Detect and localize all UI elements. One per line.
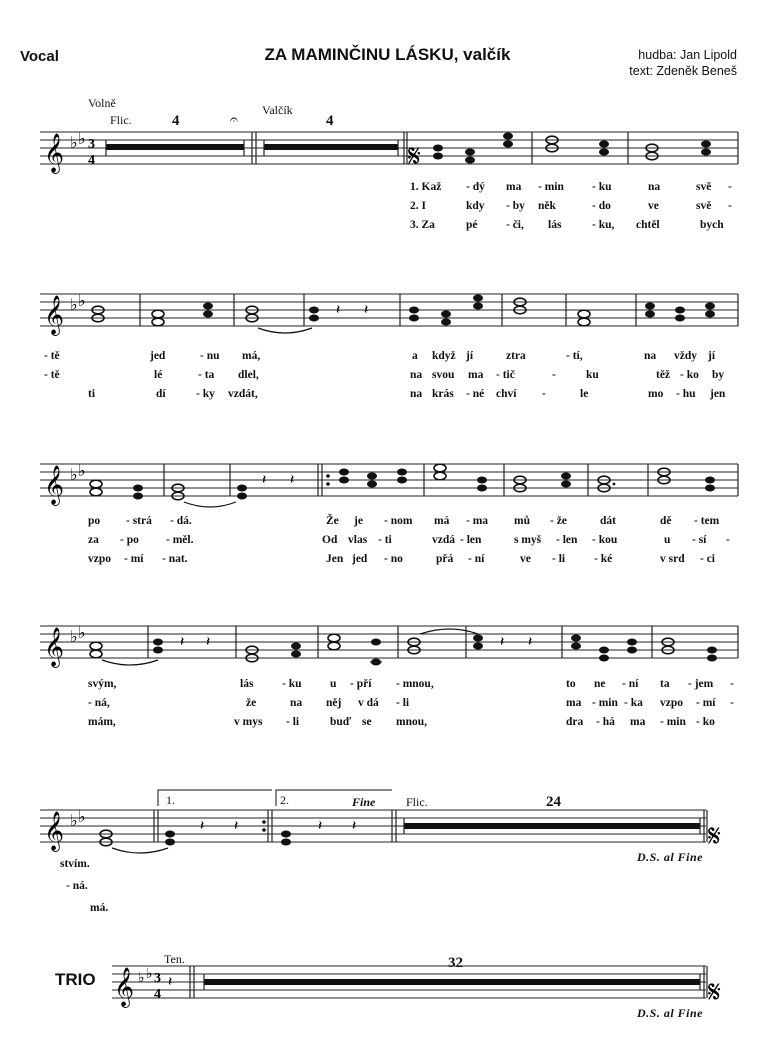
lyric-syllable: - <box>728 181 732 193</box>
lyric-syllable: - že <box>550 515 567 527</box>
treble-clef-icon: 𝄞 <box>44 295 65 335</box>
instrument-cue: Ten. <box>164 952 185 966</box>
svg-text:𝄽: 𝄽 <box>200 818 205 834</box>
lyric-syllable: kdy <box>466 200 485 212</box>
multirest-count: 24 <box>546 794 561 810</box>
lyric-syllable: se <box>362 716 372 728</box>
svg-text:𝄽: 𝄽 <box>234 818 239 834</box>
song-title: ZA MAMINČINU LÁSKU, valčík <box>264 45 511 64</box>
lyric-syllable: chtěl <box>636 219 660 231</box>
lyric-syllable: má <box>434 515 450 527</box>
lyric-syllable: - nu <box>200 350 220 362</box>
lyric-syllable: těž <box>656 369 671 381</box>
lyric-syllable: svým, <box>88 678 117 690</box>
lyric-syllable: - nom <box>384 515 413 527</box>
lyric-syllable: - <box>728 200 732 212</box>
treble-clef-icon: 𝄞 <box>114 967 135 1007</box>
lyric-syllable: vzpo <box>88 553 111 565</box>
lyric-syllable: dě <box>660 515 672 527</box>
lyric-syllable: 1. Kaž <box>410 181 442 193</box>
svg-text:𝄽: 𝄽 <box>180 634 185 650</box>
lyric-syllable: ku <box>586 369 599 381</box>
lyric-syllable: to <box>566 678 576 690</box>
svg-text:𝄽: 𝄽 <box>262 472 267 488</box>
lyric-syllable: Od <box>322 534 338 546</box>
lyric-syllable: - dý <box>466 181 485 193</box>
flat-icon: ♭ <box>70 133 78 152</box>
notes-measure <box>92 294 715 333</box>
lyric-syllable: vzdá <box>432 534 455 546</box>
lyric-syllable: - <box>542 388 546 400</box>
lyric-syllable: - ta <box>198 369 215 381</box>
lyric-syllable: - min <box>660 716 686 728</box>
flat-icon: ♭ <box>138 970 145 986</box>
staff-trio <box>0 960 775 1010</box>
notes-measure <box>100 810 356 853</box>
lyric-syllable: vlas <box>348 534 368 546</box>
lyric-syllable: jed <box>150 350 166 362</box>
lyric-syllable: - min <box>592 697 618 709</box>
quarter-rest-icon: 𝄽 <box>168 974 173 990</box>
lyric-syllable: pé <box>466 219 478 231</box>
trio-label: TRIO <box>55 970 96 989</box>
lyric-syllable: - <box>730 697 734 709</box>
lyric-syllable: le <box>580 388 589 400</box>
lyric-syllable: krás <box>432 388 454 400</box>
lyric-syllable: - mí <box>124 553 144 565</box>
volta-2-label: 2. <box>280 793 289 807</box>
lyric-syllable: ma <box>468 369 484 381</box>
lyric-syllable: s myš <box>514 534 542 546</box>
lyric-syllable: - by <box>506 200 525 212</box>
lyric-syllable: - há <box>596 716 615 728</box>
notes-measure <box>90 464 715 507</box>
svg-text:𝄽: 𝄽 <box>206 634 211 650</box>
lyric-syllable: ti <box>88 388 96 400</box>
lyric-syllable: mám, <box>88 716 116 728</box>
time-signature: 3 <box>154 971 161 986</box>
lyric-syllable: - ka <box>624 697 643 709</box>
lyric-syllable: má, <box>242 350 261 362</box>
lyric-syllable: svou <box>432 369 455 381</box>
lyric-syllable: - ti <box>378 534 392 546</box>
lyric-syllable: že <box>246 697 257 709</box>
lyric-syllable: má. <box>90 902 109 914</box>
lyric-syllable: - ní <box>468 553 485 565</box>
lyric-syllable: buď <box>330 716 352 728</box>
lyric-syllable: vzdát, <box>228 388 258 400</box>
lyric-syllable: - tí, <box>566 350 583 362</box>
lyric-syllable: - ko <box>696 716 715 728</box>
flat-icon: ♭ <box>146 966 153 982</box>
lyric-syllable: - do <box>592 200 611 212</box>
lyric-syllable: - ci <box>700 553 716 565</box>
lyric-syllable: - mí <box>696 697 716 709</box>
lyric-syllable: dát <box>600 515 616 527</box>
flat-icon: ♭ <box>78 291 86 310</box>
lyric-syllable: - sí <box>692 534 707 546</box>
lyric-syllable: - ní <box>622 678 639 690</box>
lyric-syllable: - né <box>466 388 485 400</box>
lyric-syllable: - ku, <box>592 219 615 231</box>
lyric-syllable: - li <box>286 716 300 728</box>
segno-icon: 𝄋 <box>708 975 721 1010</box>
lyric-syllable: svě <box>696 200 712 212</box>
lyric-syllable: chví <box>496 388 517 400</box>
lyric-syllable: - mnou, <box>396 678 434 690</box>
lyric-syllable: něj <box>326 697 342 709</box>
lyric-syllable: - nat. <box>162 553 188 565</box>
lyric-syllable: - ná. <box>66 880 88 892</box>
lyric-syllable: - ky <box>196 388 215 400</box>
lyric-syllable: dí <box>156 388 166 400</box>
notes-measure <box>90 626 717 666</box>
lyric-syllable: - hu <box>676 388 696 400</box>
multirest-count: 4 <box>172 113 180 129</box>
lyric-syllable: vzpo <box>660 697 683 709</box>
time-signature: 4 <box>154 987 161 1002</box>
lyric-syllable: - ná, <box>88 697 110 709</box>
lyric-syllable: lás <box>240 678 254 690</box>
svg-text:𝄽: 𝄽 <box>352 818 357 834</box>
lyric-syllable: dlel, <box>238 369 259 381</box>
lyric-syllable: stvím. <box>60 858 90 870</box>
lyric-syllable: - <box>726 534 730 546</box>
lyric-syllable: v dá <box>358 697 379 709</box>
segno-icon: 𝄋 <box>708 819 721 854</box>
fermata-icon: 𝄐 <box>230 112 238 128</box>
lyric-syllable: je <box>354 515 363 527</box>
lyric-syllable: ma <box>630 716 646 728</box>
lyric-syllable: na <box>410 369 423 381</box>
fine-mark: Fine <box>352 795 376 809</box>
staff-system-4 <box>0 620 775 670</box>
lyric-syllable: jí <box>466 350 474 362</box>
lyric-syllable: mů <box>514 515 530 527</box>
lyric-syllable: za <box>88 534 99 546</box>
staff-system-5 <box>0 786 775 856</box>
time-signature: 3 <box>88 137 95 152</box>
treble-clef-icon: 𝄞 <box>44 627 65 667</box>
lyric-syllable: ne <box>594 678 606 690</box>
lyric-syllable: a <box>412 350 418 362</box>
flat-icon: ♭ <box>70 295 78 314</box>
lyric-syllable: mnou, <box>396 716 427 728</box>
svg-text:𝄽: 𝄽 <box>318 818 323 834</box>
lyric-syllable: ve <box>520 553 531 565</box>
lyric-syllable: lás <box>548 219 562 231</box>
multirest-bar <box>204 979 700 985</box>
lyric-syllable: v srd <box>660 553 685 565</box>
lyric-syllable: - ku <box>282 678 302 690</box>
staff-lines <box>40 464 738 496</box>
multirest-bar <box>404 823 700 829</box>
staff-system-2 <box>0 288 775 338</box>
lyric-syllable: - či, <box>506 219 524 231</box>
lyrics-credit: text: Zdeněk Beneš <box>629 64 737 78</box>
lyric-syllable: lé <box>154 369 163 381</box>
lyric-syllable: - li <box>552 553 566 565</box>
lyric-syllable: na <box>290 697 303 709</box>
lyric-syllable: přá <box>436 553 454 565</box>
lyric-syllable: - tem <box>694 515 720 527</box>
lyric-syllable: - len <box>460 534 482 546</box>
staff-system-3 <box>0 458 775 508</box>
lyric-syllable: na <box>410 388 423 400</box>
lyric-syllable: ta <box>660 678 670 690</box>
svg-text:𝄽: 𝄽 <box>290 472 295 488</box>
music-credit: hudba: Jan Lipold <box>638 48 737 62</box>
lyric-syllable: ma <box>506 181 522 193</box>
multirest-bar <box>106 144 244 150</box>
svg-text:𝄽: 𝄽 <box>500 634 505 650</box>
lyric-syllable: by <box>712 369 725 381</box>
lyric-syllable: jí <box>708 350 716 362</box>
svg-text:𝄽: 𝄽 <box>336 302 341 318</box>
lyric-syllable: svě <box>696 181 712 193</box>
lyric-syllable: - ku <box>592 181 612 193</box>
dal-segno-al-fine: D.S. al Fine <box>637 1006 704 1020</box>
lyric-syllable: - kou <box>592 534 618 546</box>
lyric-syllable: mo <box>648 388 664 400</box>
lyric-syllable: Jen <box>326 553 344 565</box>
flat-icon: ♭ <box>70 811 78 830</box>
lyric-syllable: 2. I <box>410 200 426 212</box>
lyric-syllable: - ké <box>594 553 613 565</box>
lyric-syllable: - dá. <box>170 515 192 527</box>
lyric-syllable: - ma <box>466 515 489 527</box>
lyric-syllable: - min <box>538 181 564 193</box>
flat-icon: ♭ <box>78 461 86 480</box>
lyric-syllable: - len <box>556 534 578 546</box>
treble-clef-icon: 𝄞 <box>44 465 65 505</box>
lyric-syllable: na <box>648 181 661 193</box>
flat-icon: ♭ <box>70 465 78 484</box>
time-signature: 4 <box>88 153 95 168</box>
lyric-syllable: ztra <box>506 350 526 362</box>
multirest-bar <box>264 144 398 150</box>
flat-icon: ♭ <box>78 129 86 148</box>
svg-text:𝄽: 𝄽 <box>528 634 533 650</box>
tempo-mark-valcik: Valčík <box>262 103 293 117</box>
flat-icon: ♭ <box>78 623 86 642</box>
segno-icon: 𝄋 <box>408 139 421 174</box>
lyric-syllable: vždy <box>674 350 697 362</box>
lyric-syllable: 3. Za <box>410 219 435 231</box>
lyric-syllable: - no <box>384 553 403 565</box>
lyric-syllable: ve <box>648 200 659 212</box>
lyric-syllable: na <box>644 350 657 362</box>
lyric-syllable: Že <box>326 515 339 527</box>
lyric-syllable: - jem <box>688 678 714 690</box>
lyric-syllable: u <box>330 678 337 690</box>
treble-clef-icon: 𝄞 <box>44 133 65 173</box>
lyric-syllable: - tě <box>44 350 60 362</box>
lyric-syllable: - tě <box>44 369 60 381</box>
lyric-syllable: - li <box>396 697 410 709</box>
svg-text:𝄽: 𝄽 <box>364 302 369 318</box>
lyric-syllable: jed <box>352 553 368 565</box>
lyric-syllable: - <box>730 678 734 690</box>
volta-brackets <box>158 790 392 806</box>
part-label: Vocal <box>20 48 59 65</box>
lyric-syllable: když <box>432 350 456 362</box>
lyric-syllable: - po <box>120 534 139 546</box>
lyric-syllable: něk <box>538 200 556 212</box>
instrument-cue: Flic. <box>406 795 428 809</box>
staff-lines <box>40 294 738 326</box>
lyric-syllable: dra <box>566 716 584 728</box>
instrument-cue: Flic. <box>110 113 132 127</box>
lyric-syllable: - pří <box>350 678 372 690</box>
lyric-syllable: - <box>552 369 556 381</box>
lyric-syllable: jen <box>710 388 726 400</box>
lyric-syllable: - tič <box>496 369 515 381</box>
lyric-syllable: - měl. <box>166 534 194 546</box>
lyric-syllable: - strá <box>126 515 152 527</box>
lyric-syllable: u <box>664 534 671 546</box>
lyric-syllable: - ko <box>680 369 699 381</box>
flat-icon: ♭ <box>78 807 86 826</box>
lyric-syllable: ma <box>566 697 582 709</box>
volta-1-label: 1. <box>166 793 175 807</box>
dal-segno-al-fine: D.S. al Fine <box>637 850 704 864</box>
lyric-syllable: v mys <box>234 716 263 728</box>
multirest-count: 32 <box>448 955 463 971</box>
flat-icon: ♭ <box>70 627 78 646</box>
treble-clef-icon: 𝄞 <box>44 811 65 851</box>
lyric-syllable: bych <box>700 219 724 231</box>
tempo-mark-volne: Volně <box>88 96 116 110</box>
multirest-count: 4 <box>326 113 334 129</box>
lyric-syllable: po <box>88 515 101 527</box>
